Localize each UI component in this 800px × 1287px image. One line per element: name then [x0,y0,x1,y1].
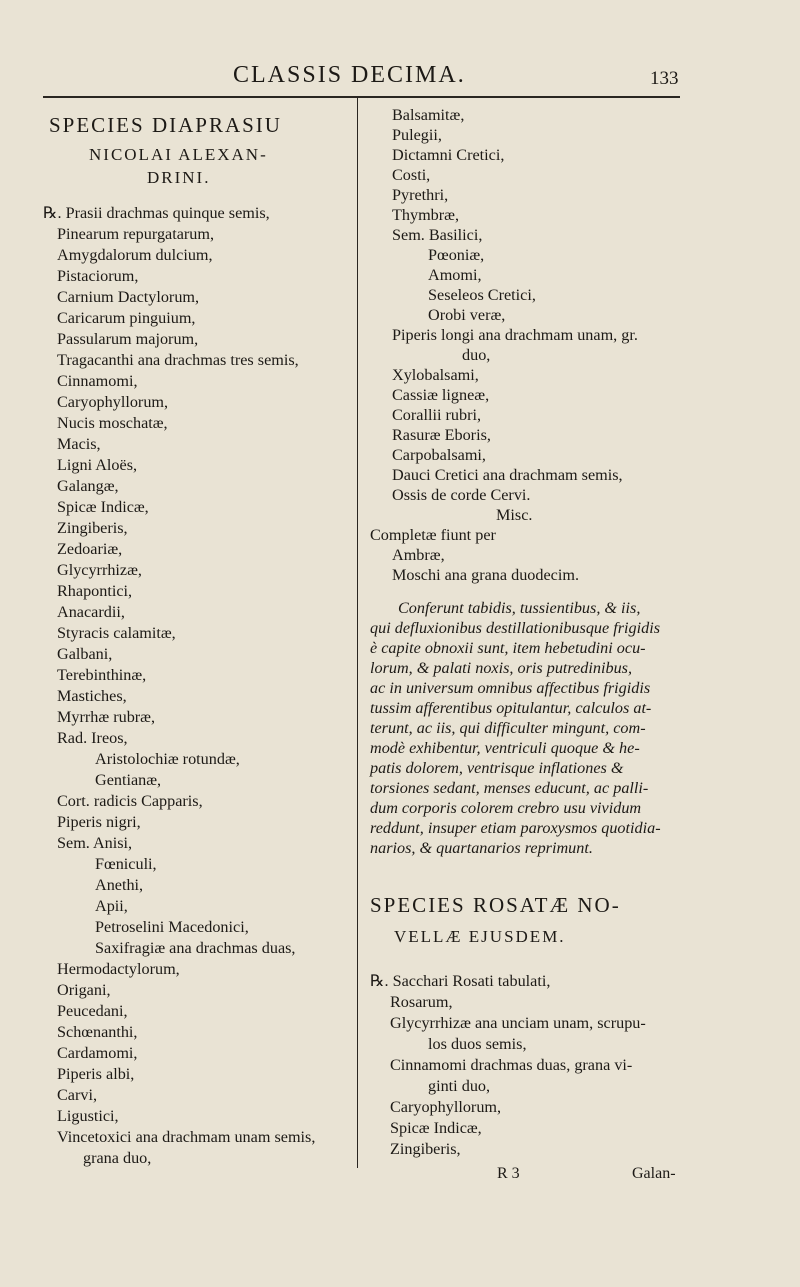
recipe-line: duo, [462,346,491,364]
commentary-line: patis dolorem, ventrisque inflationes & [370,759,624,777]
recipe-line: Amygdalorum dulcium, [57,246,213,264]
recipe-line: Cinnamomi, [57,372,138,390]
recipe-line: Petroselini Macedonici, [95,918,249,936]
recipe-line: Styracis calamitæ, [57,624,176,642]
recipe-line: Piperis nigri, [57,813,141,831]
recipe-line: Piperis albi, [57,1065,135,1083]
section-heading: VELLÆ EJUSDEM. [394,927,566,946]
section-heading: NICOLAI ALEXAN- [89,145,268,164]
recipe-line: Tragacanthi ana drachmas tres semis, [57,351,299,369]
recipe-line: Cort. radicis Capparis, [57,792,203,810]
recipe-line: Fœniculi, [95,855,157,873]
header-rule [43,96,680,98]
recipe-line: Aristolochiæ rotundæ, [95,750,240,768]
recipe-line: Caryophyllorum, [57,393,169,411]
recipe-line: Ligustici, [57,1107,119,1125]
recipe-line: Dictamni Cretici, [392,146,505,164]
recipe-line: Peucedani, [57,1002,128,1020]
recipe-line: Carvi, [57,1086,98,1104]
recipe-line: Glycyrrhizæ ana unciam unam, scrupu- [390,1014,646,1032]
page-title: CLASSIS DECIMA. [233,62,466,88]
recipe-line: Pyrethri, [392,186,449,204]
column-divider [357,98,358,1168]
recipe-line: los duos semis, [428,1035,527,1053]
recipe-line: Cassiæ ligneæ, [392,386,490,404]
running-header [0,62,800,92]
recipe-line: Sem. Basilici, [392,226,483,244]
recipe-line: Pinearum repurgatarum, [57,225,215,243]
recipe-line: Balsamitæ, [392,106,465,124]
recipe-line: Cinnamomi drachmas duas, grana vi- [390,1056,633,1074]
recipe-line: Sem. Anisi, [57,834,133,852]
recipe-line: ginti duo, [428,1077,491,1095]
recipe-line: Rad. Ireos, [57,729,128,747]
recipe-line: Moschi ana grana duodecim. [392,566,579,584]
catchword: Galan- [632,1165,676,1182]
recipe-line: Nucis moschatæ, [57,414,168,432]
recipe-line: Pulegii, [392,126,442,144]
commentary-line: ac in universum omnibus affectibus frigidis [370,679,651,697]
recipe-line: Piperis longi ana drachmam unam, gr. [392,326,638,344]
recipe-line: Xylobalsami, [392,366,479,384]
recipe-line: Caryophyllorum, [390,1098,502,1116]
commentary-line: lorum, & palati noxis, oris putredinibus, [370,659,633,677]
recipe-line: ℞. Prasii drachmas quinque semis, [43,204,270,222]
recipe-line: grana duo, [83,1149,152,1167]
recipe-line: Zingiberis, [390,1140,461,1158]
section-heading: SPECIES ROSATÆ NO- [370,893,621,917]
recipe-line: Ossis de corde Cervi. [392,486,531,504]
commentary-line: modè exhibentur, ventriculi quoque & he- [370,739,640,757]
recipe-line: Rosarum, [390,993,453,1011]
commentary-line: Conferunt tabidis, tussientibus, & iis, [398,599,641,617]
signature-mark: R 3 [497,1165,520,1182]
section-heading: SPECIES DIAPRASIU [49,113,282,137]
recipe-line: Orobi veræ, [428,306,506,324]
recipe-line: Spicæ Indicæ, [390,1119,482,1137]
recipe-line: Glycyrrhizæ, [57,561,142,579]
commentary-line: torsiones sedant, menses educunt, ac palli- [370,779,649,797]
commentary-line: terunt, ac iis, qui difficulter mingunt, com- [370,719,646,737]
recipe-line: Ligni Aloës, [57,456,138,474]
recipe-line: Schœnanthi, [57,1023,138,1041]
recipe-line: Mastiches, [57,687,127,705]
recipe-line: Passularum majorum, [57,330,199,348]
commentary-line: qui defluxionibus destillationibusque frigidis [370,619,661,637]
recipe-line: Dauci Cretici ana drachmam semis, [392,466,623,484]
section-heading: DRINI. [147,168,211,187]
recipe-line: Amomi, [428,266,482,284]
page-number: 133 [650,68,679,89]
recipe-line: Zingiberis, [57,519,128,537]
recipe-line: Terebinthinæ, [57,666,147,684]
recipe-line: Hermodactylorum, [57,960,180,978]
recipe-line: Pistaciorum, [57,267,139,285]
recipe-line: Caricarum pinguium, [57,309,196,327]
recipe-line: Seseleos Cretici, [428,286,536,304]
commentary-line: dum corporis colorem crebro usu vividum [370,799,642,817]
recipe-line: Vincetoxici ana drachmam unam semis, [57,1128,316,1146]
recipe-line: ℞. Sacchari Rosati tabulati, [370,972,551,990]
recipe-line: Spicæ Indicæ, [57,498,149,516]
recipe-line: Rhapontici, [57,582,133,600]
recipe-line: Apii, [95,897,128,915]
recipe-line: Carpobalsami, [392,446,486,464]
recipe-line: Zedoariæ, [57,540,123,558]
recipe-line: Saxifragiæ ana drachmas duas, [95,939,296,957]
recipe-line: Anacardii, [57,603,125,621]
recipe-line: Costi, [392,166,431,184]
recipe-line: Rasuræ Eboris, [392,426,491,444]
recipe-line: Macis, [57,435,101,453]
recipe-line: Anethi, [95,876,144,894]
commentary-line: reddunt, insuper etiam paroxysmos quotidia- [370,819,661,837]
recipe-line: Galangæ, [57,477,119,495]
commentary-line: è capite obnoxii sunt, item hebetudini ocu- [370,639,646,657]
recipe-line: Ambræ, [392,546,445,564]
recipe-line: Completæ fiunt per [370,526,496,544]
recipe-line: Thymbræ, [392,206,459,224]
recipe-line: Galbani, [57,645,113,663]
recipe-line: Carnium Dactylorum, [57,288,200,306]
recipe-line: Myrrhæ rubræ, [57,708,156,726]
recipe-line: Pœoniæ, [428,246,485,264]
recipe-line: Corallii rubri, [392,406,482,424]
recipe-line: Origani, [57,981,111,999]
commentary-line: tussim afferentibus opitulantur, calculos at- [370,699,652,717]
recipe-line: Gentianæ, [95,771,162,789]
commentary-line: narios, & quartanarios reprimunt. [370,839,593,857]
recipe-line: Cardamomi, [57,1044,138,1062]
recipe-line: Misc. [496,506,533,524]
